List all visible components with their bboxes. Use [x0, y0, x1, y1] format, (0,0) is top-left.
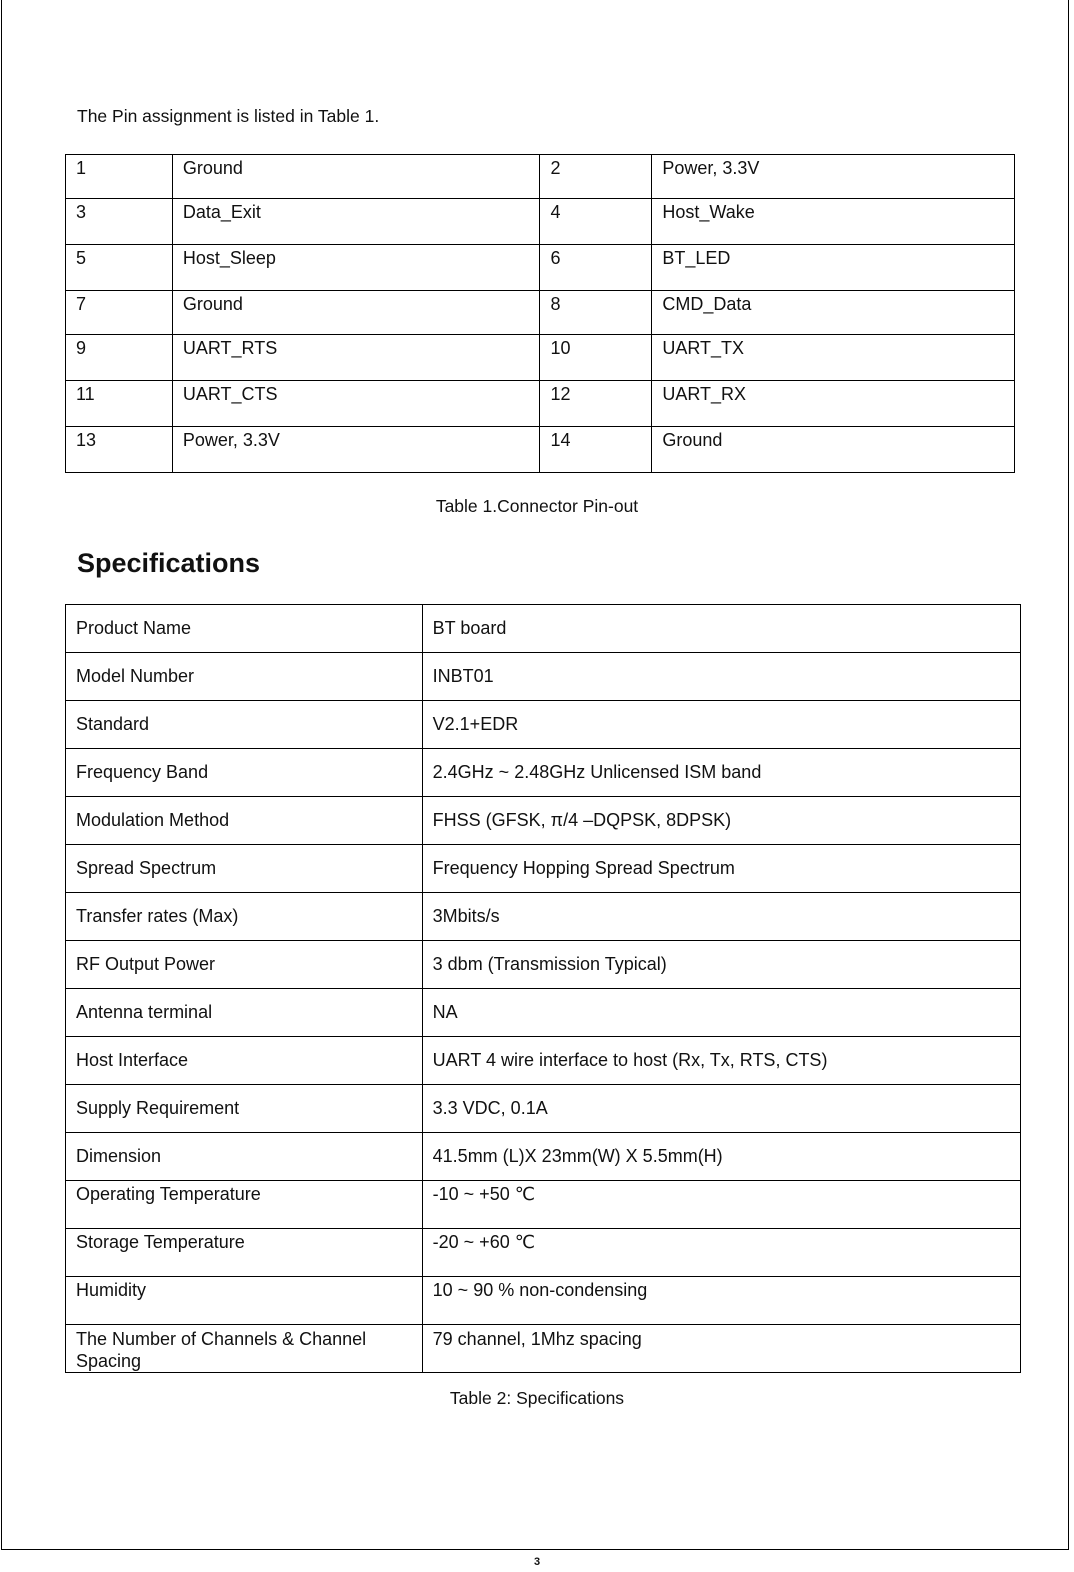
pin-number-cell: 1	[66, 155, 173, 199]
spec-value-cell: -10 ~ +50 ℃	[422, 1181, 1020, 1229]
spec-label-cell: Storage Temperature	[66, 1229, 423, 1277]
spec-label-cell: Supply Requirement	[66, 1085, 423, 1133]
spec-label-cell: Transfer rates (Max)	[66, 893, 423, 941]
pin-signal-cell: UART_CTS	[172, 381, 540, 427]
table-row	[66, 155, 1015, 199]
table-row	[66, 941, 1021, 989]
table-row	[66, 989, 1021, 1037]
pin-signal-cell: Data_Exit	[172, 199, 540, 245]
spec-value-cell: 3 dbm (Transmission Typical)	[422, 941, 1020, 989]
spec-label-cell: Operating Temperature	[66, 1181, 423, 1229]
spec-value-cell: -20 ~ +60 ℃	[422, 1229, 1020, 1277]
spec-label-cell: Frequency Band	[66, 749, 423, 797]
pin-number-cell: 7	[66, 291, 173, 335]
table-row	[66, 797, 1021, 845]
spec-value-cell: 41.5mm (L)X 23mm(W) X 5.5mm(H)	[422, 1133, 1020, 1181]
spec-label-cell: Modulation Method	[66, 797, 423, 845]
spec-value-cell: FHSS (GFSK, π/4 –DQPSK, 8DPSK)	[422, 797, 1020, 845]
pin-signal-cell: Ground	[172, 155, 540, 199]
pin-number-cell: 10	[540, 335, 652, 381]
table-row	[66, 1325, 1021, 1373]
spec-label-cell: The Number of Channels & Channel Spacing	[66, 1325, 423, 1373]
pin-signal-cell: Host_Wake	[652, 199, 1015, 245]
spec-label-cell: Spread Spectrum	[66, 845, 423, 893]
spec-label-cell: Antenna terminal	[66, 989, 423, 1037]
pin-number-cell: 14	[540, 427, 652, 473]
table-row	[66, 335, 1015, 381]
table-row	[66, 381, 1015, 427]
table-row	[66, 893, 1021, 941]
table1-caption: Table 1.Connector Pin-out	[435, 496, 639, 516]
spec-label-cell: Host Interface	[66, 1037, 423, 1085]
page-number: 3	[533, 1556, 541, 1568]
table-row	[66, 1037, 1021, 1085]
spec-value-cell: V2.1+EDR	[422, 701, 1020, 749]
pin-assignment-table	[65, 154, 1015, 473]
pin-signal-cell: CMD_Data	[652, 291, 1015, 335]
table-row	[66, 605, 1021, 653]
table-row	[66, 291, 1015, 335]
spec-value-cell: 3.3 VDC, 0.1A	[422, 1085, 1020, 1133]
pin-signal-cell: Power, 3.3V	[172, 427, 540, 473]
spec-value-cell: 10 ~ 90 % non-condensing	[422, 1277, 1020, 1325]
pin-signal-cell: Ground	[652, 427, 1015, 473]
pin-number-cell: 8	[540, 291, 652, 335]
pin-number-cell: 13	[66, 427, 173, 473]
spec-label-cell: RF Output Power	[66, 941, 423, 989]
spec-value-cell: BT board	[422, 605, 1020, 653]
table-row	[66, 1229, 1021, 1277]
table-row	[66, 427, 1015, 473]
table-row	[66, 749, 1021, 797]
pin-number-cell: 11	[66, 381, 173, 427]
spec-value-cell: INBT01	[422, 653, 1020, 701]
pin-number-cell: 6	[540, 245, 652, 291]
pin-signal-cell: Host_Sleep	[172, 245, 540, 291]
table-row	[66, 653, 1021, 701]
table-row	[66, 1277, 1021, 1325]
spec-label-cell: Model Number	[66, 653, 423, 701]
spec-value-cell: UART 4 wire interface to host (Rx, Tx, RTS, CTS)	[422, 1037, 1020, 1085]
spec-label-cell: Product Name	[66, 605, 423, 653]
table-row	[66, 845, 1021, 893]
table2-caption: Table 2: Specifications	[449, 1388, 625, 1408]
table-row	[66, 701, 1021, 749]
spec-value-cell: Frequency Hopping Spread Spectrum	[422, 845, 1020, 893]
spec-label-cell: Dimension	[66, 1133, 423, 1181]
spec-value-cell: 3Mbits/s	[422, 893, 1020, 941]
pin-signal-cell: Power, 3.3V	[652, 155, 1015, 199]
pin-number-cell: 5	[66, 245, 173, 291]
pin-number-cell: 12	[540, 381, 652, 427]
spec-value-cell: NA	[422, 989, 1020, 1037]
spec-label-cell: Standard	[66, 701, 423, 749]
table-row	[66, 1133, 1021, 1181]
spec-value-cell: 2.4GHz ~ 2.48GHz Unlicensed ISM band	[422, 749, 1020, 797]
table-row	[66, 1181, 1021, 1229]
table-row	[66, 245, 1015, 291]
specifications-heading: Specifications	[77, 548, 261, 578]
pin-signal-cell: UART_TX	[652, 335, 1015, 381]
specifications-table	[65, 604, 1021, 1373]
spec-value-cell: 79 channel, 1Mhz spacing	[422, 1325, 1020, 1373]
pin-number-cell: 2	[540, 155, 652, 199]
pin-signal-cell: BT_LED	[652, 245, 1015, 291]
intro-text: The Pin assignment is listed in Table 1.	[77, 106, 380, 126]
spec-label-cell: Humidity	[66, 1277, 423, 1325]
table-row	[66, 1085, 1021, 1133]
pin-signal-cell: UART_RTS	[172, 335, 540, 381]
pin-number-cell: 3	[66, 199, 173, 245]
table-row	[66, 199, 1015, 245]
pin-signal-cell: UART_RX	[652, 381, 1015, 427]
pin-signal-cell: Ground	[172, 291, 540, 335]
pin-number-cell: 9	[66, 335, 173, 381]
pin-number-cell: 4	[540, 199, 652, 245]
